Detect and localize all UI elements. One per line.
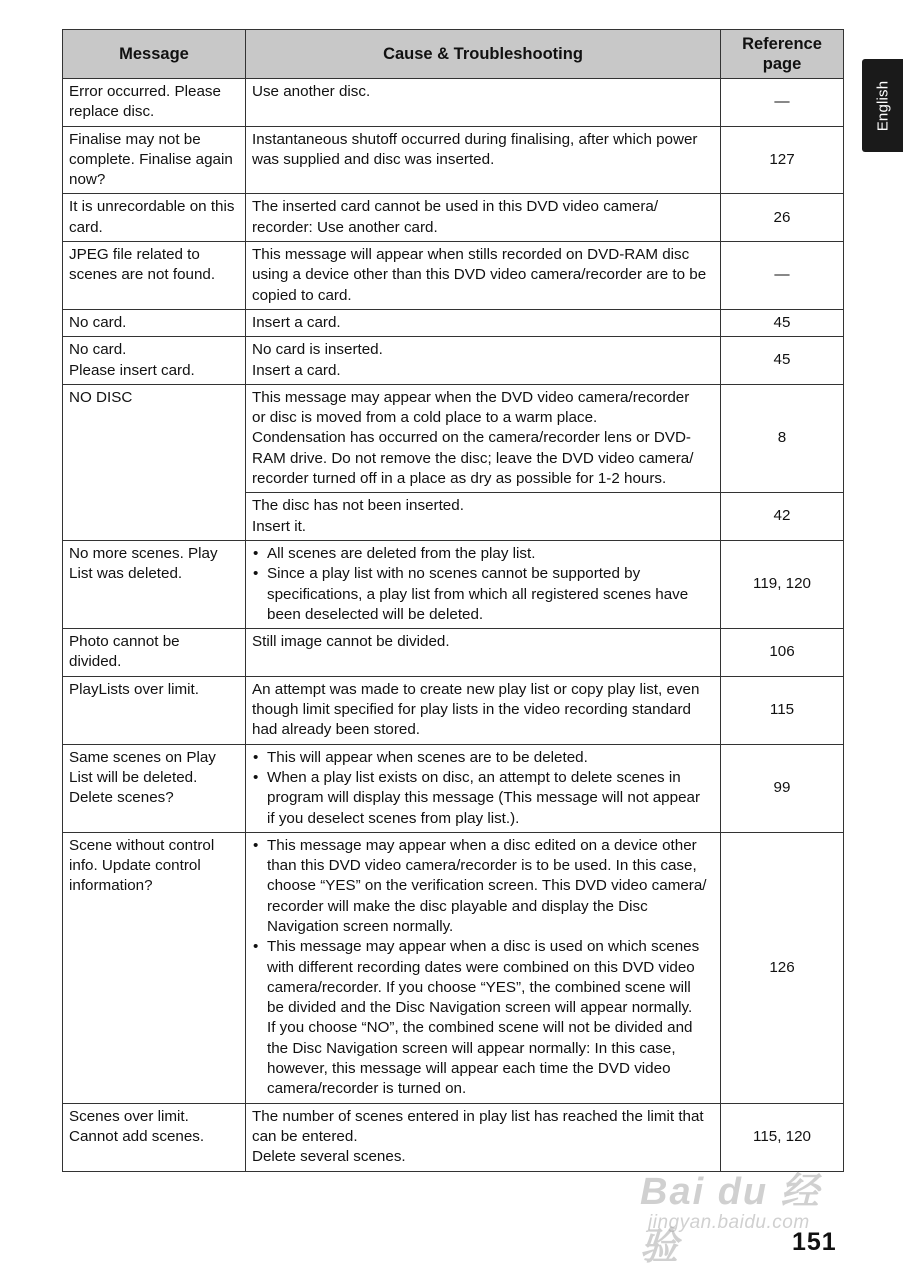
text-line: be divided and the Disc Navigation screen will appear normally.: [267, 999, 693, 1017]
reference-page-cell: 8: [721, 384, 844, 492]
cause-cell: [246, 242, 721, 310]
text-line: Cannot add scenes.: [69, 1127, 205, 1145]
header-reference-line1: Reference: [742, 35, 822, 53]
cause-cell: [246, 832, 721, 1103]
cause-cell: [246, 744, 721, 832]
language-tab: [862, 59, 903, 152]
text-line: RAM drive. Do not remove the disc; leave the DVD video camera/: [252, 449, 694, 467]
watermark-brand: Bai du 经验: [640, 1171, 821, 1268]
text-line: complete. Finalise again: [69, 150, 233, 168]
text-line: program will display this message (This message will not appear: [267, 789, 701, 807]
text-line: specifications, a play list from which all registered scenes have: [267, 585, 689, 603]
message-cell: [63, 384, 246, 540]
text-line: Scenes over limit.: [69, 1107, 189, 1125]
cause-cell: [246, 309, 721, 336]
cause-cell: [246, 384, 721, 492]
bullet-list: [252, 836, 715, 1100]
message-cell: [63, 744, 246, 832]
text-line: camera/recorder. If you choose “YES”, the combined scene will: [267, 978, 691, 996]
table-row: [63, 1103, 844, 1171]
text-line: This message may appear when the DVD video camera/recorder: [252, 388, 690, 406]
text-line: No card is inserted.: [252, 341, 383, 359]
cause-cell: [246, 540, 721, 628]
text-line: however, this message will appear each time the DVD video: [267, 1060, 671, 1078]
text-line: with different recording dates were combined on this DVD video: [267, 958, 695, 976]
text-line: than this DVD video camera/recorder is to be used. In this case,: [267, 857, 697, 875]
cause-cell: [246, 676, 721, 744]
text-line: the Disc Navigation screen will appear normally: In this case,: [267, 1039, 676, 1057]
text-line: information?: [69, 877, 153, 895]
cause-cell: [246, 126, 721, 194]
text-line: Instantaneous shutoff occurred during finalising, after which power: [252, 130, 698, 148]
text-line: • This message may appear when a disc is used on which scenes: [267, 938, 700, 956]
text-line: scenes are not found.: [69, 266, 216, 284]
text-line: It is unrecordable on this: [69, 198, 235, 216]
text-line: • Since a play list with no scenes cannot be supported by: [267, 565, 641, 583]
table-row: [63, 676, 844, 744]
text-line: Photo cannot be: [69, 633, 180, 651]
text-line: Please insert card.: [69, 361, 195, 379]
table-row: [63, 337, 844, 385]
message-cell: [63, 676, 246, 744]
message-cell: [63, 126, 246, 194]
header-message: Message: [63, 30, 246, 79]
text-line: Use another disc.: [252, 83, 371, 100]
text-line: recorder turned off in a place as dry as possible for 1-2 hours.: [252, 470, 667, 488]
reference-page-cell: 127: [721, 126, 844, 194]
cause-cell: [246, 194, 721, 242]
reference-page-cell: 99: [721, 744, 844, 832]
reference-page-cell: 115, 120: [721, 1103, 844, 1171]
bullet-item: [252, 937, 715, 1099]
table-row: [63, 309, 844, 336]
message-cell: [63, 242, 246, 310]
text-line: Error occurred. Please: [69, 83, 221, 100]
cause-cell: [246, 493, 721, 541]
text-line: or disc is moved from a cold place to a warm place.: [252, 409, 598, 427]
text-line: info. Update control: [69, 857, 201, 875]
reference-page-cell: 119, 120: [721, 540, 844, 628]
text-line: PlayLists over limit.: [69, 680, 199, 698]
text-line: • When a play list exists on disc, an attempt to delete scenes in: [267, 768, 681, 786]
table-row: [63, 744, 844, 832]
text-line: though limit specified for play lists in the video recording standard: [252, 701, 691, 719]
text-line: The number of scenes entered in play list has reached the limit that: [252, 1107, 704, 1125]
bullet-item: [252, 836, 715, 937]
message-cell: [63, 309, 246, 336]
text-line: if you deselect scenes from play list.).: [267, 809, 520, 827]
text-line: Insert a card.: [252, 313, 341, 331]
text-line: No card.: [69, 341, 127, 359]
message-cell: [63, 629, 246, 677]
reference-page-cell: 115: [721, 676, 844, 744]
text-line: If you choose “NO”, the combined scene will not be divided and: [267, 1019, 693, 1037]
text-line: • All scenes are deleted from the play list.: [267, 544, 536, 562]
text-line: List will be deleted.: [69, 768, 198, 786]
text-line: copied to card.: [252, 286, 352, 304]
bullet-item: [252, 768, 715, 829]
bullet-item: [252, 564, 715, 625]
reference-page-cell: 42: [721, 493, 844, 541]
cause-cell: [246, 79, 721, 127]
page-number: 151: [792, 1228, 837, 1256]
table-header-row: [63, 30, 844, 79]
table-row: [63, 194, 844, 242]
text-line: been deselected will be deleted.: [267, 605, 484, 623]
text-line: No more scenes. Play: [69, 544, 218, 562]
text-line: camera/recorder is turned on.: [267, 1080, 467, 1098]
text-line: card.: [69, 218, 103, 236]
cause-cell: [246, 629, 721, 677]
bullet-list: [252, 748, 715, 829]
header-cause: Cause & Troubleshooting: [246, 30, 721, 79]
table-row: [63, 832, 844, 1103]
table-row: [63, 384, 844, 492]
text-line: choose “YES” on the verification screen. This DVD video camera/: [267, 877, 707, 895]
text-line: Still image cannot be divided.: [252, 633, 450, 651]
table-row: [63, 242, 844, 310]
table-row: [63, 79, 844, 127]
text-line: Same scenes on Play: [69, 748, 216, 766]
text-line: List was deleted.: [69, 565, 183, 583]
message-cell: [63, 79, 246, 127]
reference-page-cell: 126: [721, 832, 844, 1103]
message-cell: [63, 832, 246, 1103]
table-row: [63, 126, 844, 194]
table-row: [63, 540, 844, 628]
text-line: The inserted card cannot be used in this DVD video camera/: [252, 198, 659, 216]
text-line: was supplied and disc was inserted.: [252, 150, 495, 168]
text-line: Finalise may not be: [69, 130, 201, 148]
message-cell: [63, 194, 246, 242]
text-line: Delete scenes?: [69, 789, 174, 807]
text-line: had already been stored.: [252, 721, 421, 739]
message-cell: [63, 540, 246, 628]
text-line: Delete several scenes.: [252, 1148, 406, 1166]
text-line: recorder will make the disc playable and display the Disc: [267, 897, 648, 915]
bullet-item: [252, 748, 715, 768]
reference-page-cell: 26: [721, 194, 844, 242]
text-line: • This will appear when scenes are to be deleted.: [267, 748, 588, 766]
text-line: can be entered.: [252, 1127, 358, 1145]
bullet-list: [252, 544, 715, 625]
text-line: Insert a card.: [252, 361, 341, 379]
cause-cell: [246, 337, 721, 385]
text-line: • This message may appear when a disc edited on a device other: [267, 836, 697, 854]
text-line: recorder: Use another card.: [252, 218, 438, 236]
reference-page-cell: —: [721, 242, 844, 310]
troubleshooting-table: [62, 29, 844, 1172]
reference-page-cell: 45: [721, 309, 844, 336]
language-tab-label: English: [874, 80, 891, 131]
text-line: now?: [69, 171, 106, 189]
message-cell: [63, 337, 246, 385]
cause-cell: [246, 1103, 721, 1171]
header-reference-line2: page: [762, 55, 802, 73]
text-line: No card.: [69, 313, 127, 331]
reference-page-cell: —: [721, 79, 844, 127]
text-line: The disc has not been inserted.: [252, 497, 464, 515]
text-line: using a device other than this DVD video camera/recorder are to be: [252, 266, 707, 284]
watermark-url: jingyan.baidu.com: [648, 1212, 810, 1233]
text-line: Navigation screen normally.: [267, 917, 454, 935]
bullet-item: [252, 544, 715, 564]
text-line: JPEG file related to: [69, 246, 200, 264]
text-line: Insert it.: [252, 517, 307, 535]
header-reference-page: [721, 30, 844, 79]
reference-page-cell: 106: [721, 629, 844, 677]
text-line: Condensation has occurred on the camera/recorder lens or DVD-: [252, 429, 691, 447]
text-line: NO DISC: [69, 388, 133, 406]
table-row: [63, 629, 844, 677]
text-line: replace disc.: [69, 103, 155, 121]
reference-page-cell: 45: [721, 337, 844, 385]
text-line: divided.: [69, 653, 122, 671]
text-line: Scene without control: [69, 836, 215, 854]
text-line: This message will appear when stills recorded on DVD-RAM disc: [252, 246, 690, 264]
message-cell: [63, 1103, 246, 1171]
text-line: An attempt was made to create new play list or copy play list, even: [252, 680, 700, 698]
